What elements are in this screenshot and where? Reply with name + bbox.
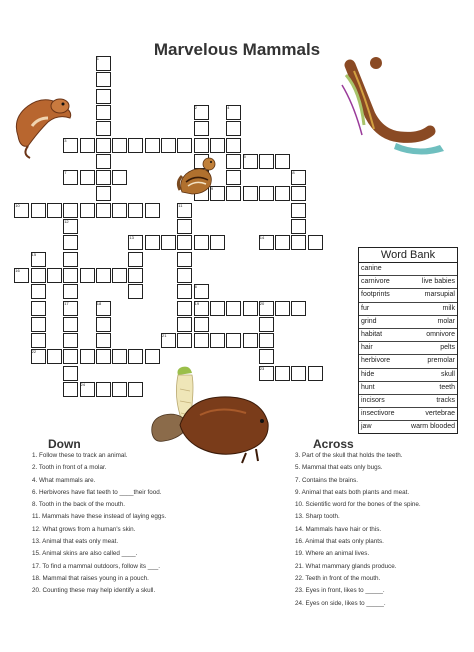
word-bank-row (359, 276, 457, 289)
word-bank-word-left: canine (361, 265, 382, 272)
crossword-cell[interactable] (226, 121, 241, 136)
down-clue: 4. What mammals are. (32, 476, 96, 484)
clue-number: 3 (64, 137, 67, 143)
crossword-cell[interactable] (96, 89, 111, 104)
crossword-cell[interactable] (259, 317, 274, 332)
down-clue: 2. Tooth in front of a molar. (32, 464, 107, 472)
crossword-cell[interactable] (210, 333, 225, 348)
crossword-cell[interactable] (291, 219, 306, 234)
crossword-cell[interactable] (63, 268, 78, 283)
word-bank-word-left: incisors (361, 396, 385, 404)
word-bank-row (359, 395, 457, 408)
crossword-cell[interactable] (291, 366, 306, 381)
across-clue: 22. Teeth in front of the mouth. (295, 574, 381, 582)
crossword-cell[interactable] (112, 382, 127, 397)
crossword-cell[interactable] (128, 382, 143, 397)
word-bank-word-left: footprints (361, 291, 390, 299)
clue-number: 2 (194, 104, 197, 110)
crossword-cell[interactable] (226, 333, 241, 348)
clue-number: 16 (15, 267, 20, 273)
word-bank-word-left: jaw (361, 423, 372, 431)
word-bank-row (359, 289, 457, 302)
crossword-cell[interactable] (96, 382, 111, 397)
clue-number: 11 (178, 202, 183, 208)
word-bank-word-left: habitat (361, 330, 383, 338)
down-clue: 17. To find a mammal outdoors, follow its ___. (32, 562, 160, 570)
down-clue: 11. Mammals have these instead of laying eggs. (32, 513, 167, 521)
word-bank-row (359, 382, 457, 395)
word-bank-word-right: premolar (427, 357, 455, 365)
clue-number: 7 (64, 170, 67, 176)
crossword-cell[interactable] (63, 284, 78, 299)
crossword-cell[interactable] (47, 268, 62, 283)
word-bank (358, 247, 458, 434)
clue-number: 21 (162, 333, 167, 339)
word-bank-word-right: marsupial (424, 291, 455, 299)
crossword-cell[interactable] (243, 186, 258, 201)
word-bank-row (359, 316, 457, 329)
crossword-cell[interactable] (210, 235, 225, 250)
clue-number: 4 (227, 104, 230, 110)
word-bank-word-right: skull (440, 370, 455, 378)
page-title: Marvelous Mammals (153, 40, 321, 59)
word-bank-word-left: carnivore (361, 278, 390, 286)
word-bank-word-right: vertebrae (425, 410, 455, 418)
across-clue: 13. Sharp tooth. (295, 513, 340, 521)
crossword-cell[interactable] (177, 317, 192, 332)
down-clue: 13. Animal that eats only meat. (32, 538, 119, 546)
clue-number: 17 (64, 300, 69, 306)
crossword-cell[interactable] (128, 252, 143, 267)
crossword-cell[interactable] (259, 154, 274, 169)
crossword-cell[interactable] (96, 105, 111, 120)
crossword-cell[interactable] (210, 138, 225, 153)
crossword-cell[interactable] (177, 252, 192, 267)
clue-number: 10 (15, 202, 20, 208)
down-clue: 8. Tooth in the back of the mouth. (32, 501, 125, 509)
crossword-cell[interactable] (291, 186, 306, 201)
word-bank-word-left: hair (361, 344, 373, 352)
crossword-cell[interactable] (80, 203, 95, 218)
down-clue: 20. Counting these may help identify a skull. (32, 587, 156, 595)
crossword-cell[interactable] (47, 203, 62, 218)
across-clue: 24. Eyes on side, likes to _____. (295, 599, 386, 607)
crossword-cell[interactable] (226, 170, 241, 185)
across-clue: 14. Mammals have hair or this. (295, 525, 382, 533)
word-bank-title: Word Bank (359, 248, 457, 263)
word-bank-row (359, 421, 457, 433)
crossword-cell[interactable] (96, 138, 111, 153)
word-bank-row (359, 263, 457, 276)
word-bank-row (359, 342, 457, 355)
crossword-cell[interactable] (275, 235, 290, 250)
crossword-cell[interactable] (112, 268, 127, 283)
down-clue: 6. Herbivores have flat teeth to ____their food. (32, 488, 162, 496)
clue-number: 19 (194, 300, 200, 306)
clue-number: 9 (210, 186, 214, 192)
crossword-cell[interactable] (161, 235, 176, 250)
crossword-cell[interactable] (259, 333, 274, 348)
crossword-cell[interactable] (112, 349, 127, 364)
across-clues (295, 450, 421, 610)
clue-number: 8 (292, 170, 295, 176)
crossword-cell[interactable] (145, 235, 160, 250)
across-clue: 9. Animal that eats both plants and meat. (295, 488, 410, 496)
crossword-cell[interactable] (128, 203, 143, 218)
crossword-cell[interactable] (226, 154, 241, 169)
crossword-cell[interactable] (308, 235, 323, 250)
crossword-cell[interactable] (47, 349, 62, 364)
down-clue: 1. Follow these to track an animal. (32, 452, 128, 459)
crossword-cell[interactable] (259, 349, 274, 364)
word-bank-word-left: hunt (361, 383, 375, 391)
crossword-cell[interactable] (96, 154, 111, 169)
clue-number: 14 (259, 235, 265, 241)
crossword-cell[interactable] (177, 333, 192, 348)
clue-number: 23 (259, 365, 265, 371)
crossword-cell[interactable] (63, 252, 78, 267)
crossword-cell[interactable] (194, 333, 209, 348)
word-bank-word-right: tracks (436, 396, 455, 404)
word-bank-row (359, 303, 457, 316)
crossword-cell[interactable] (96, 121, 111, 136)
crossword-cell[interactable] (80, 268, 95, 283)
clue-number: 1 (96, 56, 100, 61)
crossword-cell[interactable] (96, 268, 111, 283)
crossword-cell[interactable] (63, 349, 78, 364)
word-bank-word-right: molar (437, 317, 455, 325)
crossword-cell[interactable] (31, 284, 46, 299)
clue-number: 24 (80, 382, 85, 387)
word-bank-word-left: hide (361, 370, 375, 378)
crossword-cell[interactable] (177, 268, 192, 283)
crossword-cell[interactable] (275, 366, 290, 381)
crossword-cell[interactable] (112, 170, 127, 185)
crossword-cell[interactable] (128, 284, 143, 299)
crossword-cell[interactable] (63, 382, 78, 397)
crossword-cell[interactable] (31, 317, 46, 332)
down-clues (32, 450, 166, 598)
crossword-cell[interactable] (80, 138, 95, 153)
across-clue: 19. Where an animal lives. (295, 550, 370, 558)
word-bank-word-right: milk (442, 304, 455, 312)
crossword-cell[interactable] (96, 317, 111, 332)
crossword-cell[interactable] (112, 138, 127, 153)
crossword-cell[interactable] (194, 317, 209, 332)
crossword-cell[interactable] (63, 333, 78, 348)
otter-illustration (340, 55, 448, 155)
clue-number: 5 (243, 153, 246, 159)
crossword-cell[interactable] (243, 333, 258, 348)
crossword-cell[interactable] (226, 138, 241, 153)
down-clue: 18. Mammal that raises young in a pouch. (32, 574, 149, 582)
crossword-cell[interactable] (194, 121, 209, 136)
crossword-cell[interactable] (63, 235, 78, 250)
crossword-cell[interactable] (177, 219, 192, 234)
crossword-cell[interactable] (243, 301, 258, 316)
crossword-cell[interactable] (194, 138, 209, 153)
crossword-cell[interactable] (145, 349, 160, 364)
crossword-cell[interactable] (177, 138, 192, 153)
crossword-cell[interactable] (31, 301, 46, 316)
crossword-cell[interactable] (177, 235, 192, 250)
word-bank-row (359, 355, 457, 368)
crossword-cell[interactable] (31, 333, 46, 348)
crossword-cell[interactable] (31, 203, 46, 218)
crossword-cell[interactable] (194, 235, 209, 250)
across-clue: 23. Eyes in front, likes to _____. (295, 587, 385, 595)
clue-number: 22 (31, 349, 37, 355)
clue-number: 6 (194, 284, 197, 290)
crossword-cell[interactable] (96, 186, 111, 201)
word-bank-word-right: teeth (439, 383, 455, 391)
across-clue: 16. Animal that eats only plants. (295, 538, 384, 546)
down-heading: Down (48, 437, 81, 451)
crossword-cell[interactable] (291, 301, 306, 316)
crossword-cell[interactable] (161, 138, 176, 153)
across-clue: 5. Mammal that eats only bugs. (295, 464, 383, 472)
word-bank-word-right: warm blooded (411, 423, 455, 431)
crossword-cell[interactable] (128, 138, 143, 153)
crossword-cell[interactable] (96, 72, 111, 87)
across-clue: 10. Scientific word for the bones of the spine. (295, 501, 421, 509)
crossword-cell[interactable] (128, 268, 143, 283)
beaver-illustration (150, 385, 278, 465)
word-bank-word-left: fur (361, 304, 370, 312)
crossword-cell[interactable] (226, 301, 241, 316)
word-bank-row (359, 369, 457, 382)
across-clue: 21. What mammary glands produce. (295, 562, 397, 570)
crossword-cell[interactable] (177, 301, 192, 316)
word-bank-word-left: grind (361, 317, 377, 325)
clue-number: 13 (129, 235, 134, 241)
crossword-cell[interactable] (63, 317, 78, 332)
crossword-cell[interactable] (226, 186, 241, 201)
crossword-cell[interactable] (96, 170, 111, 185)
crossword-cell[interactable] (145, 138, 160, 153)
flying-squirrel-illustration (8, 88, 80, 160)
clue-number: 15 (31, 251, 37, 257)
word-bank-word-left: herbivore (361, 357, 391, 365)
crossword-cell[interactable] (275, 154, 290, 169)
down-clue: 12. What grows from a human's skin. (32, 525, 136, 533)
crossword-cell[interactable] (291, 203, 306, 218)
crossword-cell[interactable] (275, 301, 290, 316)
crossword-cell[interactable] (259, 186, 274, 201)
crossword-cell[interactable] (177, 284, 192, 299)
crossword-cell[interactable] (308, 366, 323, 381)
word-bank-word-right: omnivore (426, 330, 455, 338)
crossword-cell[interactable] (63, 366, 78, 381)
clue-number: 20 (259, 300, 265, 306)
word-bank-word-left: insectivore (361, 410, 395, 418)
crossword-cell[interactable] (80, 170, 95, 185)
word-bank-row (359, 408, 457, 421)
crossword-cell[interactable] (63, 203, 78, 218)
clue-number: 18 (96, 300, 102, 306)
crossword-cell[interactable] (291, 235, 306, 250)
crossword-cell[interactable] (145, 203, 160, 218)
word-bank-word-right: pelts (440, 344, 455, 352)
crossword-cell[interactable] (128, 349, 143, 364)
across-heading: Across (313, 437, 354, 451)
crossword-cell[interactable] (210, 301, 225, 316)
crossword-cell[interactable] (96, 349, 111, 364)
crossword-cell[interactable] (96, 333, 111, 348)
crossword-cell[interactable] (80, 349, 95, 364)
down-clue: 15. Animal skins are also called ____. (32, 550, 138, 558)
crossword-cell[interactable] (96, 203, 111, 218)
word-bank-row (359, 329, 457, 342)
crossword-cell[interactable] (31, 268, 46, 283)
across-clue: 7. Contains the brains. (295, 476, 359, 484)
clue-number: 12 (64, 219, 69, 224)
word-bank-word-right: live babies (421, 278, 455, 286)
across-clue: 3. Part of the skull that holds the teeth. (295, 452, 403, 459)
crossword-cell[interactable] (275, 186, 290, 201)
crossword-cell[interactable] (112, 203, 127, 218)
chipmunk-illustration (176, 152, 220, 196)
